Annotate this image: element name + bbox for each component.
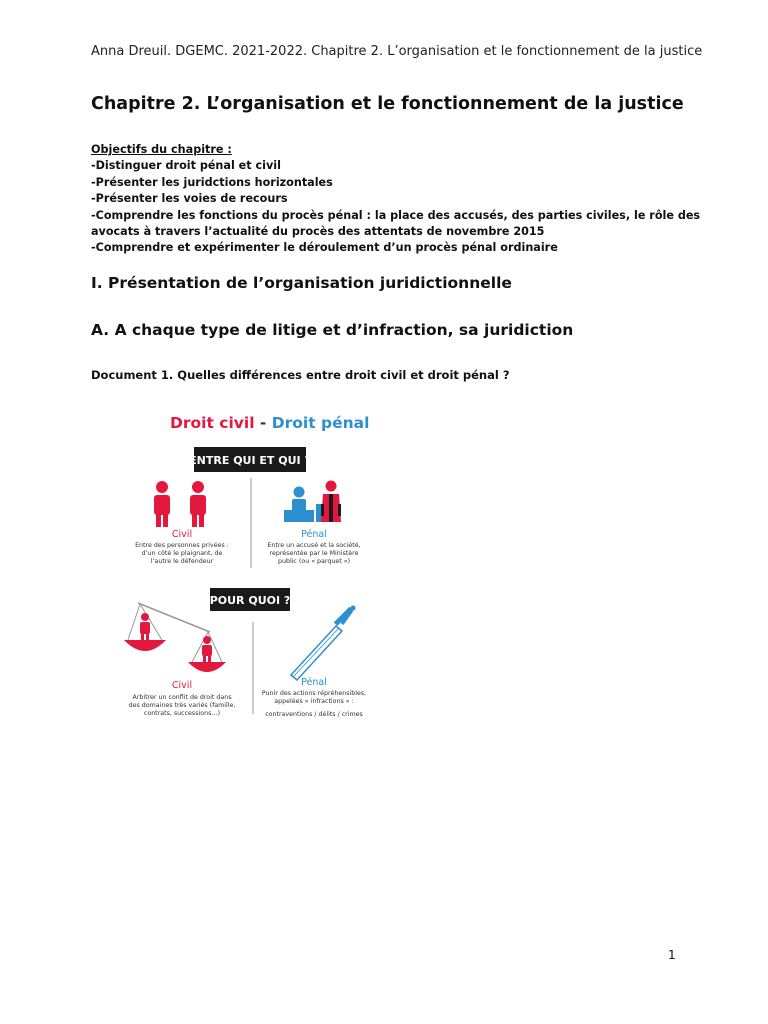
chapter-title: Chapitre 2. L’organisation et le fonctionnement de la justice (91, 94, 684, 114)
accused-and-judge-icon (284, 481, 341, 523)
running-header: Anna Dreuil. DGEMC. 2021-2022. Chapitre 2. L’organisation et le fonctionnement de la justice (91, 44, 703, 59)
objective-item: -Présenter les juridctions horizontales (91, 175, 333, 189)
infographic-title (170, 414, 369, 432)
objective-item: -Comprendre et expérimenter le déroulement d’un procès pénal ordinaire (91, 241, 558, 255)
section-heading-i: I. Présentation de l’organisation juridictionnelle (91, 274, 512, 292)
civil-who-line: Entre des personnes privées : (135, 542, 229, 549)
question-why: POUR QUOI ? (209, 594, 291, 607)
page-number: 1 (668, 948, 676, 962)
penal-label-why: Pénal (301, 677, 327, 688)
penal-who-line: Entre un accusé et la société, (267, 542, 361, 549)
civil-why-line: Arbitrer un conflit de droit dans (132, 694, 232, 701)
civil-who-line: l’autre le défendeur (150, 558, 214, 565)
civil-why-line: des domaines très variés (famille, (128, 702, 236, 709)
objective-item: -Présenter les voies de recours (91, 192, 288, 206)
penal-why-line: appelées « infractions » : (274, 698, 354, 705)
penal-label: Pénal (301, 529, 327, 540)
scales-icon (124, 603, 226, 672)
objective-item: -Comprendre les fonctions du procès pénal : la place des accusés, des parties civiles, le rôle des (91, 208, 701, 222)
civil-vs-penal-infographic (118, 400, 398, 730)
penal-who-line: public (ou « parquet ») (277, 558, 351, 565)
sword-icon (291, 606, 356, 681)
penal-why-line: Punir des actions répréhensibles, (261, 690, 367, 697)
objectives-block (91, 142, 700, 257)
civil-label-why: Civil (171, 680, 193, 691)
civil-who-line: d’un côté le plaignant, de (141, 550, 223, 557)
objectives-heading: Objectifs du chapitre : (91, 143, 232, 156)
question-who: ENTRE QUI ET QUI ? (189, 454, 311, 467)
civil-label: Civil (171, 529, 193, 540)
title-civil: Droit civil (170, 414, 255, 432)
penal-why-line: contraventions / délits / crimes (265, 711, 363, 718)
penal-who-line: représentée par le Ministère (269, 550, 359, 557)
title-separator: - (254, 414, 272, 432)
two-persons-icon (154, 481, 206, 527)
objective-item: avocats à travers l’actualité du procès des attentats de novembre 2015 (91, 225, 545, 239)
document-caption: Document 1. Quelles différences entre droit civil et droit pénal ? (91, 368, 510, 382)
objective-item: -Distinguer droit pénal et civil (91, 159, 281, 173)
section-heading-a: A. A chaque type de litige et d’infraction, sa juridiction (91, 321, 574, 339)
civil-why-line: contrats, successions…) (143, 710, 221, 717)
title-penal: Droit pénal (271, 414, 370, 432)
